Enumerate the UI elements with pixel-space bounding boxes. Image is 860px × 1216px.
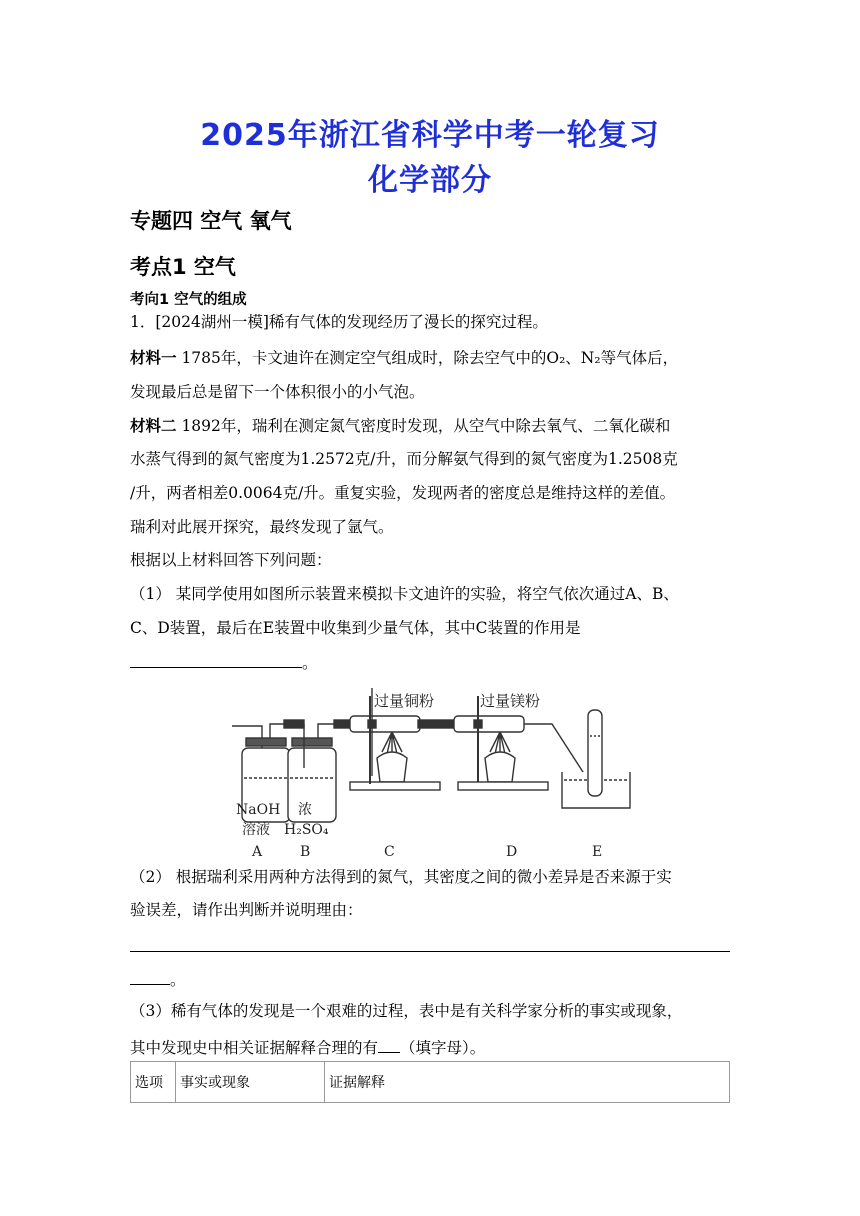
q3-text-b: （填字母）。 — [400, 1039, 486, 1057]
table-header-evidence: 证据解释 — [325, 1062, 730, 1103]
label-d: D — [506, 844, 518, 860]
bottle-a-reagent-2: 溶液 — [242, 822, 270, 838]
answer-prompt: 根据以上材料回答下列问题： — [130, 551, 332, 569]
q2-answer-row-1 — [130, 937, 730, 956]
table-header-row — [131, 1062, 730, 1103]
point-heading: 考点1 空气 — [130, 255, 236, 279]
q1-answer-row — [130, 653, 730, 672]
tube-d — [454, 716, 524, 732]
q2-answer-row-2 — [130, 970, 730, 989]
material-one-line2: 发现最后总是留下一个体积很小的小气泡。 — [130, 383, 425, 401]
bottle-a-stopper — [246, 738, 286, 746]
q2-answer-blank-2[interactable] — [130, 970, 170, 985]
label-b: B — [300, 844, 311, 860]
q1-end: 。 — [302, 654, 318, 672]
apparatus-figure — [222, 676, 642, 862]
q1-line2: C、D装置，最后在E装置中收集到少量气体，其中C装置的作用是 — [130, 619, 581, 637]
direction-heading: 考向1 空气的组成 — [130, 292, 247, 308]
page-subtitle: 化学部分 — [368, 163, 492, 198]
question-intro: 1．[2024湖州一模]稀有气体的发现经历了漫长的探究过程。 — [130, 313, 548, 331]
bottle-b — [288, 748, 336, 822]
material-two-line1 — [130, 419, 730, 435]
topic-heading: 专题四 空气 氧气 — [130, 209, 292, 233]
material-two-text: 1892年，瑞利在测定氮气密度时发现，从空气中除去氧气、二氧化碳和 — [176, 417, 671, 435]
page-title: 2025年浙江省科学中考一轮复习 — [200, 118, 660, 153]
material-two-line2: 水蒸气得到的氮气密度为1.2572克/升，而分解氨气得到的氮气密度为1.2508克 — [130, 450, 678, 468]
q2-answer-blank-1[interactable] — [130, 937, 730, 952]
copper-label: 过量铜粉 — [374, 692, 435, 710]
q1-answer-blank[interactable] — [130, 653, 302, 668]
label-c: C — [384, 844, 395, 860]
table-header-option: 选项 — [131, 1062, 176, 1103]
material-two-line4: 瑞利对此展开探究，最终发现了氩气。 — [130, 518, 394, 536]
magnesium-label: 过量镁粉 — [480, 692, 541, 710]
material-one-line1 — [130, 351, 730, 367]
options-table — [130, 1061, 730, 1103]
material-two-label: 材料二 — [130, 417, 177, 435]
table-header-fact: 事实或现象 — [176, 1062, 325, 1103]
label-e: E — [592, 844, 603, 860]
q2-line1: （2） 根据瑞利采用两种方法得到的氮气，其密度之间的微小差异是否来源于实 — [130, 868, 672, 886]
material-one-label: 材料一 — [130, 349, 177, 367]
test-tube-e — [588, 710, 602, 796]
material-two-line3: /升，两者相差0.0064克/升。重复实验，发现两者的密度总是维持这样的差值。 — [130, 484, 676, 502]
bottle-b-reagent-1: 浓 — [298, 802, 312, 818]
q2-end: 。 — [170, 971, 186, 989]
bottle-a-reagent-1: NaOH — [236, 802, 281, 818]
q3-line2 — [130, 1038, 730, 1057]
q3-line1: （3）稀有气体的发现是一个艰难的过程，表中是有关科学家分析的事实或现象， — [130, 1002, 683, 1020]
label-a: A — [252, 844, 263, 860]
bottle-b-reagent-2: H₂SO₄ — [284, 822, 329, 838]
q3-answer-blank[interactable] — [378, 1038, 400, 1053]
bottle-b-stopper — [292, 738, 332, 746]
q1-line1: （1） 某同学使用如图所示装置来模拟卡文迪许的实验，将空气依次通过A、B、 — [130, 585, 679, 603]
q3-text-a: 其中发现史中相关证据解释合理的有 — [130, 1039, 379, 1057]
material-one-text: 1785年，卡文迪许在测定空气组成时，除去空气中的O₂、N₂等气体后， — [176, 349, 679, 367]
q2-line2: 验误差，请作出判断并说明理由： — [130, 901, 363, 919]
tube-c — [350, 716, 420, 732]
